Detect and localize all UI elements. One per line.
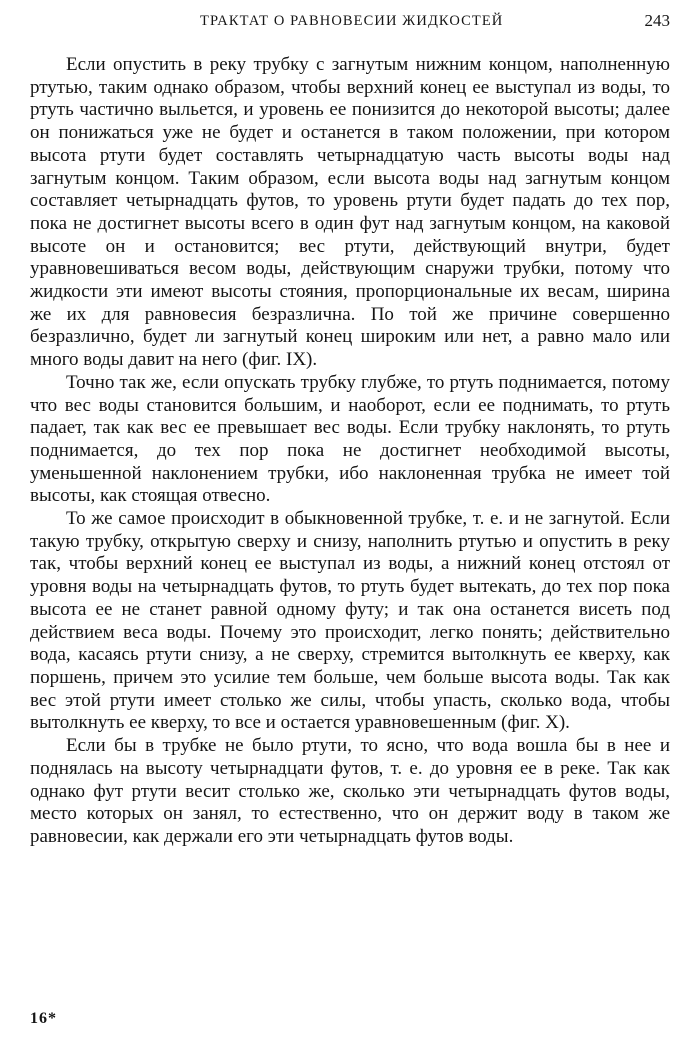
book-page — [30, 10, 670, 1034]
signature-mark: 16* — [30, 1010, 57, 1027]
paragraph-1: Если опустить в реку трубку с загнутым нижним концом, наполненную ртутью, таким однако образом, чтобы верхний конец ее выступал из воды, то ртуть частично выльется, и уровень ее понизится до некоторой высоты; далее он понижаться уже не будет и останется в таком положении, при котором высота ртути будет составлять четырнадцатую часть высоты воды над загнутым концом. Таким образом, если высота воды над загнутым концом составляет четырнадцать футов, то уровень ртути будет падать до тех пор, пока не достигнет высоты всего в один фут над загнутым концом, на каковой высоте он и остановится; вес ртути, действующий внутри, будет уравновешиваться весом воды, действующим снаружи трубки, потому что жидкости эти имеют высоты стояния, пропорциональные их весам, ширина же их для равновесия безразлична. По той же причине совершенно безразлично, будет ли загнутый конец широким или нет, а равно мало или много воды давит на него (фиг. IX). — [30, 54, 670, 371]
page-header — [30, 10, 670, 36]
paragraph-3: То же самое происходит в обыкновенной трубке, т. е. и не загнутой. Если такую трубку, открытую сверху и снизу, наполнить ртутью и опустить в реку так, чтобы верхний конец ее выступал из воды, а нижний конец отстоял от уровня воды на четырнадцать футов, то ртуть будет вытекать, до тех пор пока высота ее не станет равной одному футу; и так она останется висеть под действием веса воды. Почему это происходит, легко понять; действительно вода, касаясь ртути снизу, а не сверху, стремится вытолкнуть ее кверху, как поршень, причем это усилие тем больше, чем больше высота воды. Так как вес этой ртути имеет столько же силы, чтобы упасть, сколько вода, чтобы вытолкнуть ее кверху, то все и остается уравновешенным (фиг. X). — [30, 508, 670, 734]
body-text — [30, 54, 670, 849]
paragraph-2: Точно так же, если опускать трубку глубже, то ртуть поднимается, потому что вес воды становится большим, и наоборот, если ее поднимать, то ртуть падает, так как вес ее превышает вес воды. Если трубку наклонять, то ртуть поднимается, до тех пор пока не достигнет необходимой высоты, уменьшенной наклонением трубки, ибо наклоненная трубка не имеет той высоты, как стоящая отвесно. — [30, 371, 670, 507]
page-number: 243 — [644, 11, 670, 30]
paragraph-4: Если бы в трубке не было ртути, то ясно, что вода вошла бы в нее и поднялась на высоту четырнадцати футов, т. е. до уровня ее в реке. Так как однако фут ртути весит столько же, сколько эти четырнадцать футов воды, место которых он занял, то естественно, что он держит воду в таком же равновесии, как держали его эти четырнадцать футов воды. — [30, 735, 670, 847]
running-title: ТРАКТАТ О РАВНОВЕСИИ ЖИДКОСТЕЙ — [200, 13, 504, 29]
